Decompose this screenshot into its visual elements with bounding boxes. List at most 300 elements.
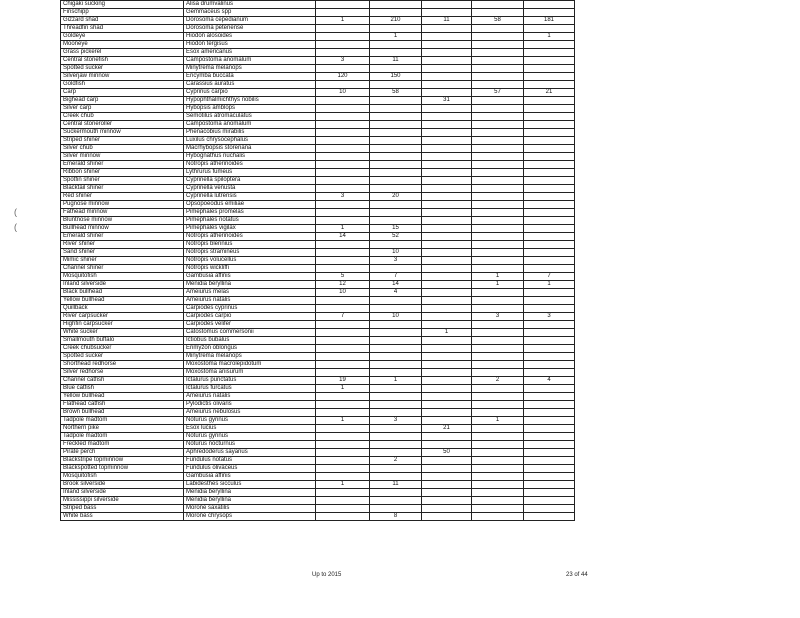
count-cell <box>422 225 472 233</box>
count-cell: 50 <box>422 449 472 457</box>
species-name-cell: Menidia beryllina <box>184 281 316 289</box>
count-cell <box>422 153 472 161</box>
count-cell <box>472 345 524 353</box>
count-cell: 11 <box>370 57 422 65</box>
count-cell <box>422 377 472 385</box>
count-cell: 1 <box>316 481 370 489</box>
table-row <box>61 393 575 401</box>
species-name-cell: Cyprinella venusta <box>184 185 316 193</box>
count-cell <box>316 161 370 169</box>
count-cell <box>422 281 472 289</box>
count-cell <box>524 185 575 193</box>
count-cell <box>422 497 472 505</box>
count-cell <box>524 457 575 465</box>
species-name-cell: Pimephales notatus <box>184 217 316 225</box>
common-name-cell: Blacktail shiner <box>61 185 184 193</box>
count-cell <box>370 49 422 57</box>
table-row <box>61 241 575 249</box>
count-cell: 7 <box>316 313 370 321</box>
count-cell: 3 <box>316 193 370 201</box>
count-cell <box>472 505 524 513</box>
count-cell <box>422 177 472 185</box>
count-cell <box>316 321 370 329</box>
count-cell <box>370 65 422 73</box>
species-name-cell: Morone chrysops <box>184 513 316 521</box>
count-cell <box>472 153 524 161</box>
species-name-cell: Notropis stramineus <box>184 249 316 257</box>
count-cell <box>370 1 422 9</box>
species-name-cell: Minytrema melanops <box>184 353 316 361</box>
species-name-cell: Semotilus atromaculatus <box>184 113 316 121</box>
count-cell <box>524 65 575 73</box>
count-cell <box>524 41 575 49</box>
table-row <box>61 441 575 449</box>
count-cell <box>316 425 370 433</box>
common-name-cell: Freckled madtom <box>61 441 184 449</box>
count-cell: 31 <box>422 97 472 105</box>
count-cell <box>472 73 524 81</box>
count-cell <box>422 41 472 49</box>
table-row <box>61 385 575 393</box>
count-cell <box>472 305 524 313</box>
species-name-cell: Macrhybopsis storeriana <box>184 145 316 153</box>
count-cell: 1 <box>524 281 575 289</box>
count-cell <box>370 433 422 441</box>
count-cell <box>316 305 370 313</box>
table-row <box>61 217 575 225</box>
count-cell <box>524 153 575 161</box>
count-cell <box>524 105 575 113</box>
count-cell <box>422 409 472 417</box>
species-name-cell: Dorosoma petenense <box>184 25 316 33</box>
common-name-cell: Channel catfish <box>61 377 184 385</box>
count-cell: 7 <box>370 273 422 281</box>
species-name-cell: Moxostoma anisurum <box>184 369 316 377</box>
common-name-cell: Threadfin shad <box>61 25 184 33</box>
table-row <box>61 265 575 273</box>
common-name-cell: Spotted sucker <box>61 353 184 361</box>
count-cell <box>316 401 370 409</box>
count-cell <box>524 425 575 433</box>
count-cell <box>422 145 472 153</box>
count-cell <box>524 465 575 473</box>
common-name-cell: Mosquitofish <box>61 273 184 281</box>
species-name-cell: Campostoma anomalum <box>184 57 316 65</box>
count-cell <box>316 393 370 401</box>
count-cell <box>422 105 472 113</box>
count-cell <box>422 505 472 513</box>
count-cell <box>316 297 370 305</box>
common-name-cell: Creek chubsucker <box>61 345 184 353</box>
count-cell <box>524 481 575 489</box>
count-cell <box>472 321 524 329</box>
count-cell: 4 <box>524 377 575 385</box>
count-cell <box>472 113 524 121</box>
count-cell <box>316 129 370 137</box>
table-row <box>61 153 575 161</box>
count-cell <box>316 465 370 473</box>
species-name-cell: Ictalurus furcatus <box>184 385 316 393</box>
count-cell: 1 <box>316 417 370 425</box>
species-name-cell: Esox americanus <box>184 49 316 57</box>
common-name-cell: Striped bass <box>61 505 184 513</box>
count-cell: 8 <box>370 513 422 521</box>
species-name-cell: Cyprinus carpio <box>184 89 316 97</box>
count-cell <box>524 297 575 305</box>
common-name-cell: Shorthead redhorse <box>61 361 184 369</box>
common-name-cell: River shiner <box>61 241 184 249</box>
count-cell <box>524 201 575 209</box>
count-cell <box>524 97 575 105</box>
count-cell <box>524 57 575 65</box>
species-name-cell: Pimephales promelas <box>184 209 316 217</box>
count-cell <box>316 441 370 449</box>
common-name-cell: Suckermouth minnow <box>61 129 184 137</box>
table-row <box>61 321 575 329</box>
count-cell <box>524 225 575 233</box>
count-cell <box>524 145 575 153</box>
count-cell <box>524 393 575 401</box>
table-row <box>61 433 575 441</box>
count-cell: 1 <box>370 377 422 385</box>
count-cell <box>370 369 422 377</box>
species-name-cell: Phenacobius mirabilis <box>184 129 316 137</box>
table-row <box>61 313 575 321</box>
count-cell <box>472 121 524 129</box>
count-cell <box>524 321 575 329</box>
count-cell <box>316 145 370 153</box>
count-cell <box>370 41 422 49</box>
count-cell <box>524 265 575 273</box>
count-cell <box>472 57 524 65</box>
count-cell <box>316 41 370 49</box>
count-cell <box>370 473 422 481</box>
table-row <box>61 425 575 433</box>
count-cell <box>370 361 422 369</box>
count-cell <box>422 289 472 297</box>
count-cell <box>370 505 422 513</box>
count-cell <box>472 449 524 457</box>
common-name-cell: Northern pike <box>61 425 184 433</box>
count-cell <box>422 313 472 321</box>
table-row <box>61 57 575 65</box>
table-row <box>61 233 575 241</box>
count-cell <box>472 465 524 473</box>
count-cell <box>370 409 422 417</box>
common-name-cell: Bullhead minnow <box>61 225 184 233</box>
count-cell <box>370 241 422 249</box>
common-name-cell: Smallmouth buffalo <box>61 337 184 345</box>
count-cell <box>472 265 524 273</box>
count-cell: 14 <box>370 281 422 289</box>
count-cell <box>524 385 575 393</box>
count-cell <box>422 457 472 465</box>
count-cell <box>370 217 422 225</box>
count-cell <box>422 169 472 177</box>
species-name-cell: Hypophthalmichthys nobilis <box>184 97 316 105</box>
count-cell: 4 <box>370 289 422 297</box>
count-cell <box>524 249 575 257</box>
table-row <box>61 249 575 257</box>
count-cell <box>316 185 370 193</box>
count-cell <box>316 265 370 273</box>
count-cell <box>316 81 370 89</box>
count-cell <box>316 505 370 513</box>
count-cell <box>524 161 575 169</box>
count-cell <box>524 113 575 121</box>
count-cell <box>422 401 472 409</box>
count-cell <box>472 489 524 497</box>
count-cell <box>422 345 472 353</box>
table-row <box>61 1 575 9</box>
species-name-cell: Ameiurus melas <box>184 289 316 297</box>
count-cell <box>524 409 575 417</box>
count-cell <box>472 161 524 169</box>
count-cell <box>370 489 422 497</box>
common-name-cell: White bass <box>61 513 184 521</box>
table-row <box>61 305 575 313</box>
species-name-cell: Labidesthes sicculus <box>184 481 316 489</box>
table-row <box>61 361 575 369</box>
count-cell <box>422 25 472 33</box>
count-cell: 14 <box>316 233 370 241</box>
count-cell <box>422 369 472 377</box>
table-row <box>61 281 575 289</box>
count-cell <box>472 385 524 393</box>
count-cell <box>422 337 472 345</box>
count-cell <box>422 305 472 313</box>
count-cell <box>316 137 370 145</box>
count-cell <box>422 161 472 169</box>
table-row <box>61 377 575 385</box>
count-cell <box>472 513 524 521</box>
count-cell <box>422 273 472 281</box>
count-cell <box>422 193 472 201</box>
count-cell <box>316 113 370 121</box>
common-name-cell: Silver carp <box>61 105 184 113</box>
count-cell: 2 <box>472 377 524 385</box>
count-cell <box>472 329 524 337</box>
count-cell <box>524 129 575 137</box>
count-cell: 1 <box>524 33 575 41</box>
count-cell <box>316 473 370 481</box>
common-name-cell: Inland silverside <box>61 281 184 289</box>
species-name-cell: Ictalurus punctatus <box>184 377 316 385</box>
count-cell <box>472 169 524 177</box>
common-name-cell: Mooneye <box>61 41 184 49</box>
count-cell <box>472 201 524 209</box>
common-name-cell: Emerald shiner <box>61 161 184 169</box>
count-cell <box>370 337 422 345</box>
count-cell <box>524 137 575 145</box>
count-cell <box>524 433 575 441</box>
species-name-cell: Morone saxatilis <box>184 505 316 513</box>
count-cell <box>370 465 422 473</box>
count-cell <box>422 393 472 401</box>
common-name-cell: River carpsucker <box>61 313 184 321</box>
common-name-cell: Channel shiner <box>61 265 184 273</box>
count-cell <box>316 257 370 265</box>
count-cell <box>472 401 524 409</box>
table-row <box>61 113 575 121</box>
count-cell: 1 <box>472 273 524 281</box>
table-row <box>61 49 575 57</box>
table-row <box>61 185 575 193</box>
common-name-cell: Central stoneroller <box>61 121 184 129</box>
species-name-cell: Luxilus chrysocephalus <box>184 137 316 145</box>
count-cell <box>472 193 524 201</box>
count-cell <box>422 513 472 521</box>
common-name-cell: Brown bullhead <box>61 409 184 417</box>
count-cell: 1 <box>422 329 472 337</box>
common-name-cell: Blackspotted topminnow <box>61 465 184 473</box>
count-cell <box>472 353 524 361</box>
common-name-cell: White sucker <box>61 329 184 337</box>
count-cell <box>524 329 575 337</box>
table-row <box>61 105 575 113</box>
common-name-cell: Red shiner <box>61 193 184 201</box>
count-cell <box>472 185 524 193</box>
count-cell <box>316 337 370 345</box>
count-cell: 181 <box>524 17 575 25</box>
count-cell <box>422 361 472 369</box>
common-name-cell: Yellow bullhead <box>61 297 184 305</box>
table-row <box>61 17 575 25</box>
common-name-cell: Carp <box>61 89 184 97</box>
count-cell <box>370 385 422 393</box>
common-name-cell: Creek chub <box>61 113 184 121</box>
count-cell <box>472 497 524 505</box>
count-cell <box>316 345 370 353</box>
count-cell <box>316 457 370 465</box>
table-row <box>61 121 575 129</box>
count-cell <box>524 81 575 89</box>
count-cell: 3 <box>370 417 422 425</box>
count-cell <box>370 201 422 209</box>
common-name-cell: Silverjaw minnow <box>61 73 184 81</box>
count-cell <box>472 241 524 249</box>
count-cell <box>472 1 524 9</box>
table-row <box>61 209 575 217</box>
count-cell: 11 <box>370 481 422 489</box>
count-cell <box>370 121 422 129</box>
count-cell: 21 <box>524 89 575 97</box>
count-cell <box>472 441 524 449</box>
table-row <box>61 465 575 473</box>
common-name-cell: Brook silverside <box>61 481 184 489</box>
count-cell <box>370 129 422 137</box>
common-name-cell: Emerald shiner <box>61 233 184 241</box>
species-name-cell: Gambusia affinis <box>184 473 316 481</box>
count-cell <box>524 73 575 81</box>
species-name-cell: Dorosoma cepedianum <box>184 17 316 25</box>
count-cell <box>524 417 575 425</box>
count-cell <box>316 249 370 257</box>
count-cell <box>472 337 524 345</box>
count-cell <box>316 33 370 41</box>
species-name-cell: Cyprinella spiloptera <box>184 177 316 185</box>
page-footer-page-number: 23 of 44 <box>566 572 588 578</box>
species-name-cell: Ericymba buccata <box>184 73 316 81</box>
count-cell: 120 <box>316 73 370 81</box>
table-row <box>61 177 575 185</box>
count-cell: 3 <box>472 313 524 321</box>
count-cell <box>316 9 370 17</box>
count-cell <box>370 169 422 177</box>
count-cell <box>370 137 422 145</box>
count-cell <box>370 345 422 353</box>
species-name-cell: Carpiodes cyprinus <box>184 305 316 313</box>
common-name-cell: Blackstripe topminnow <box>61 457 184 465</box>
table-row <box>61 417 575 425</box>
count-cell: 58 <box>370 89 422 97</box>
species-name-cell: Ameiurus nebulosus <box>184 409 316 417</box>
count-cell <box>422 1 472 9</box>
common-name-cell: Mississippi silverside <box>61 497 184 505</box>
common-name-cell: Pugnose minnow <box>61 201 184 209</box>
table-row <box>61 89 575 97</box>
table-row <box>61 65 575 73</box>
table-row <box>61 137 575 145</box>
count-cell <box>422 241 472 249</box>
count-cell <box>370 209 422 217</box>
common-name-cell: Mosquitofish <box>61 473 184 481</box>
species-name-cell: Aphredoderus sayanus <box>184 449 316 457</box>
count-cell <box>524 497 575 505</box>
species-name-cell: Pimephales vigilax <box>184 225 316 233</box>
common-name-cell: Quillback <box>61 305 184 313</box>
species-name-cell: Notropis blennius <box>184 241 316 249</box>
common-name-cell: Silver minnow <box>61 153 184 161</box>
count-cell <box>316 97 370 105</box>
count-cell <box>422 9 472 17</box>
count-cell: 7 <box>524 273 575 281</box>
count-cell: 1 <box>370 33 422 41</box>
count-cell <box>370 329 422 337</box>
count-cell <box>370 321 422 329</box>
common-name-cell: Sand shiner <box>61 249 184 257</box>
count-cell <box>422 249 472 257</box>
species-name-cell: Notropis atherinoides <box>184 233 316 241</box>
table-row <box>61 481 575 489</box>
count-cell <box>472 233 524 241</box>
count-cell <box>524 217 575 225</box>
count-cell <box>316 121 370 129</box>
count-cell: 1 <box>472 281 524 289</box>
common-name-cell: Central stonefish <box>61 57 184 65</box>
count-cell <box>370 449 422 457</box>
count-cell <box>472 105 524 113</box>
count-cell: 1 <box>316 17 370 25</box>
count-cell <box>370 97 422 105</box>
count-cell <box>316 433 370 441</box>
count-cell <box>422 353 472 361</box>
count-cell: 210 <box>370 17 422 25</box>
count-cell <box>370 497 422 505</box>
count-cell: 3 <box>370 257 422 265</box>
species-name-cell: Notropis wickliffi <box>184 265 316 273</box>
table-row <box>61 273 575 281</box>
species-name-cell: Menidia beryllina <box>184 489 316 497</box>
count-cell <box>422 489 472 497</box>
table-row <box>61 257 575 265</box>
count-cell <box>316 49 370 57</box>
count-cell <box>422 465 472 473</box>
common-name-cell: Pirate perch <box>61 449 184 457</box>
count-cell <box>472 97 524 105</box>
count-cell: 3 <box>316 57 370 65</box>
count-cell <box>422 121 472 129</box>
